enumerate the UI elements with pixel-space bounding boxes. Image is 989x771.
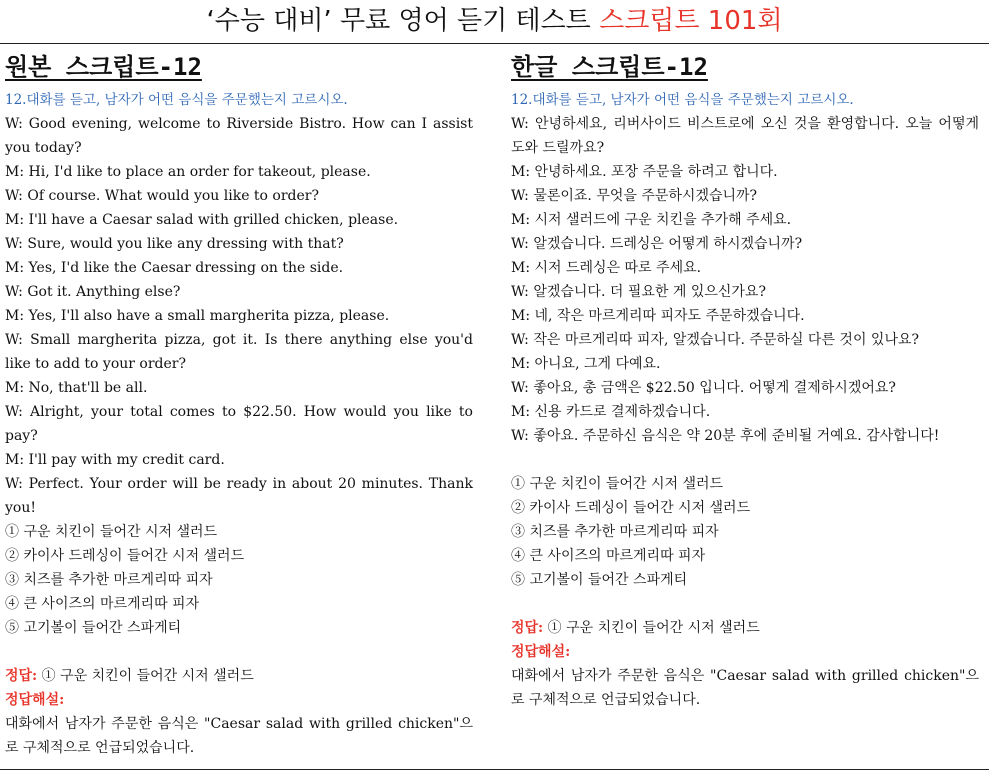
answer-choices	[5, 520, 473, 640]
dialogue-line: M: 네, 작은 마르게리따 피자도 주문하겠습니다.	[511, 308, 805, 324]
answer-label: 정답:	[5, 668, 38, 684]
answer-line	[5, 664, 473, 688]
top-divider	[0, 43, 989, 44]
dialogue-line: M: 시저 드레싱은 따로 주세요.	[511, 260, 702, 276]
choice-item: ③ 치즈를 추가한 마르게리따 피자	[511, 524, 719, 540]
choice-item: ⑤ 고기볼이 들어간 스파게티	[5, 620, 182, 636]
answer-label: 정답:	[511, 620, 544, 636]
original-script-column	[5, 50, 473, 769]
korean-script-heading: 한글 스크립트-12	[511, 53, 708, 81]
page-title	[0, 2, 989, 40]
dialogue-line: M: No, that'll be all.	[5, 380, 148, 396]
answer-choices	[511, 472, 979, 592]
dialogue-line: M: 시저 샐러드에 구운 치킨을 추가해 주세요.	[511, 212, 792, 228]
dialogue-line: W: 좋아요, 총 금액은 $22.50 입니다. 어떻게 결제하시겠어요?	[511, 380, 896, 396]
dialogue-line: W: Small margherita pizza, got it. Is there anything else you'd like to add to your order?	[5, 332, 473, 372]
dialogue-line: W: 좋아요. 주문하신 음식은 약 20분 후에 준비될 거예요. 감사합니다!	[511, 428, 940, 444]
choice-item: ② 카이사 드레싱이 들어간 시저 샐러드	[511, 500, 751, 516]
dialogue-line: W: Of course. What would you like to order?	[5, 188, 319, 204]
dialogue-line: W: 작은 마르게리따 피자, 알겠습니다. 주문하실 다른 것이 있나요?	[511, 332, 919, 348]
explanation-text: 대화에서 남자가 주문한 음식은 "Caesar salad with grilled chicken"으로 구체적으로 언급되었습니다.	[511, 668, 979, 708]
choice-item: ⑤ 고기볼이 들어간 스파게티	[511, 572, 688, 588]
choice-item: ④ 큰 사이즈의 마르게리따 피자	[511, 548, 706, 564]
dialogue-line: M: I'll pay with my credit card.	[5, 452, 225, 468]
question-text: 12.대화를 듣고, 남자가 어떤 음식을 주문했는지 고르시오.	[5, 92, 348, 108]
dialogue-line: W: Perfect. Your order will be ready in about 20 minutes. Thank you!	[5, 476, 473, 516]
dialogue-line: W: 물론이죠. 무엇을 주문하시겠습니까?	[511, 188, 758, 204]
title-accent: 스크립트 101회	[599, 6, 783, 36]
dialogue-line: W: Got it. Anything else?	[5, 284, 181, 300]
dialogue-line: M: Yes, I'll also have a small margherita pizza, please.	[5, 308, 390, 324]
korean-script-column	[511, 50, 979, 769]
choice-item: ② 카이사 드레싱이 들어간 시저 샐러드	[5, 548, 245, 564]
dialogue-line: W: 알겠습니다. 드레싱은 어떻게 하시겠습니까?	[511, 236, 803, 252]
dialogue-line: M: 신용 카드로 결제하겠습니다.	[511, 404, 711, 420]
answer-text: ① 구운 치킨이 들어간 시저 샐러드	[37, 668, 254, 684]
title-main: ‘수능 대비’ 무료 영어 듣기 테스트	[206, 6, 591, 36]
explanation-text: 대화에서 남자가 주문한 음식은 "Caesar salad with grilled chicken"으로 구체적으로 언급되었습니다.	[5, 716, 473, 756]
dialogue-line: M: 아니요, 그게 다예요.	[511, 356, 661, 372]
dialogue-line: M: 안녕하세요. 포장 주문을 하려고 합니다.	[511, 164, 778, 180]
dialogue-line: W: 안녕하세요, 리버사이드 비스트로에 오신 것을 환영합니다. 오늘 어떻게 도와 드릴까요?	[511, 116, 979, 156]
dialogue-lines	[511, 112, 979, 448]
choice-item: ④ 큰 사이즈의 마르게리따 피자	[5, 596, 200, 612]
original-script-heading: 원본 스크립트-12	[5, 53, 202, 81]
choice-item: ③ 치즈를 추가한 마르게리따 피자	[5, 572, 213, 588]
dialogue-line: M: Hi, I'd like to place an order for takeout, please.	[5, 164, 371, 180]
dialogue-line: M: I'll have a Caesar salad with grilled chicken, please.	[5, 212, 399, 228]
bottom-divider	[0, 769, 989, 770]
answer-line	[511, 616, 979, 640]
dialogue-line: M: Yes, I'd like the Caesar dressing on the side.	[5, 260, 344, 276]
choice-item: ① 구운 치킨이 들어간 시저 샐러드	[5, 524, 218, 540]
explanation-label: 정답해설:	[5, 692, 65, 708]
answer-text: ① 구운 치킨이 들어간 시저 샐러드	[543, 620, 760, 636]
dialogue-line: W: Good evening, welcome to Riverside Bistro. How can I assist you today?	[5, 116, 473, 156]
explanation-label: 정답해설:	[511, 644, 571, 660]
question-text: 12.대화를 듣고, 남자가 어떤 음식을 주문했는지 고르시오.	[511, 92, 854, 108]
choice-item: ① 구운 치킨이 들어간 시저 샐러드	[511, 476, 724, 492]
dialogue-line: W: Alright, your total comes to $22.50. How would you like to pay?	[5, 404, 473, 444]
dialogue-line: W: Sure, would you like any dressing with that?	[5, 236, 344, 252]
dialogue-line: W: 알겠습니다. 더 필요한 게 있으신가요?	[511, 284, 766, 300]
dialogue-lines	[5, 112, 473, 520]
